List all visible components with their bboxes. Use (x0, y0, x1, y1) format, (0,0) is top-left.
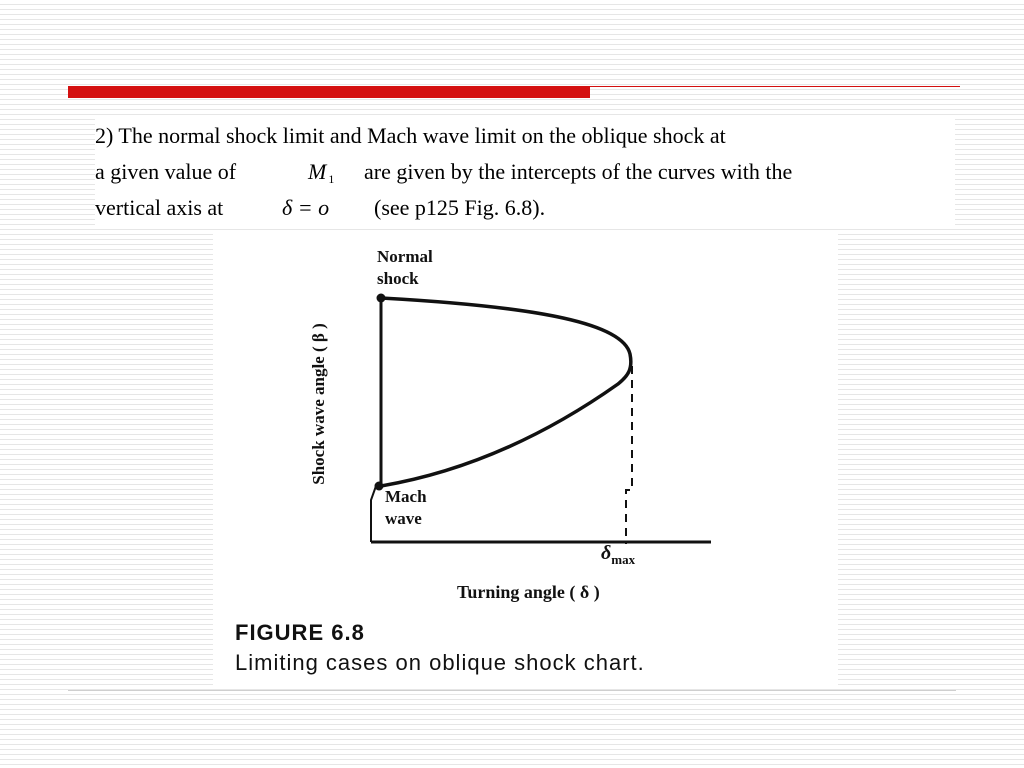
normal-shock-label-line1: Normal (377, 247, 433, 266)
figure-caption-title: FIGURE 6.8 (235, 620, 365, 645)
text-line-1 (95, 118, 955, 154)
bottom-rule (68, 690, 956, 691)
slide-body-text (95, 118, 955, 226)
accent-rule-red (68, 86, 590, 98)
shock-curve (381, 298, 631, 486)
x-axis-label: Turning angle ( δ ) (457, 582, 600, 602)
mach-wave-label (385, 486, 427, 530)
normal-shock-label-line2: shock (377, 269, 419, 288)
accent-rule-thin (590, 86, 960, 87)
y-axis-label: Shock wave angle ( β ) (309, 323, 328, 485)
lower-axis-segment (371, 486, 376, 542)
mach-wave-point (375, 482, 384, 491)
oblique-shock-figure (213, 232, 838, 688)
normal-shock-point (377, 294, 386, 303)
equation-delta-zero: δ = o (282, 195, 330, 220)
delta-max-symbol: δ (601, 542, 612, 564)
symbol-m-subscript: 1 (328, 172, 335, 186)
text-line-2-end: are given by the intercepts of the curves with the (364, 159, 793, 184)
symbol-m: M (308, 159, 327, 184)
mach-wave-label-line1: Mach (385, 487, 427, 506)
text-line-3 (95, 190, 955, 226)
text-line-2 (95, 154, 955, 190)
normal-shock-label (377, 246, 433, 290)
text-line-3-start: vertical axis at (95, 195, 224, 220)
delta-max-subscript: max (611, 552, 636, 567)
delta-max-label (601, 542, 635, 568)
delta-max-dashed-line (626, 366, 632, 544)
mach-wave-label-line2: wave (385, 509, 422, 528)
text-line-3-end: (see p125 Fig. 6.8). (374, 195, 546, 220)
text-line-2-start: a given value of (95, 159, 237, 184)
figure-caption-text: Limiting cases on oblique shock chart. (235, 650, 645, 675)
text-line-1-content: 2) The normal shock limit and Mach wave limit on the oblique shock at (95, 123, 726, 148)
